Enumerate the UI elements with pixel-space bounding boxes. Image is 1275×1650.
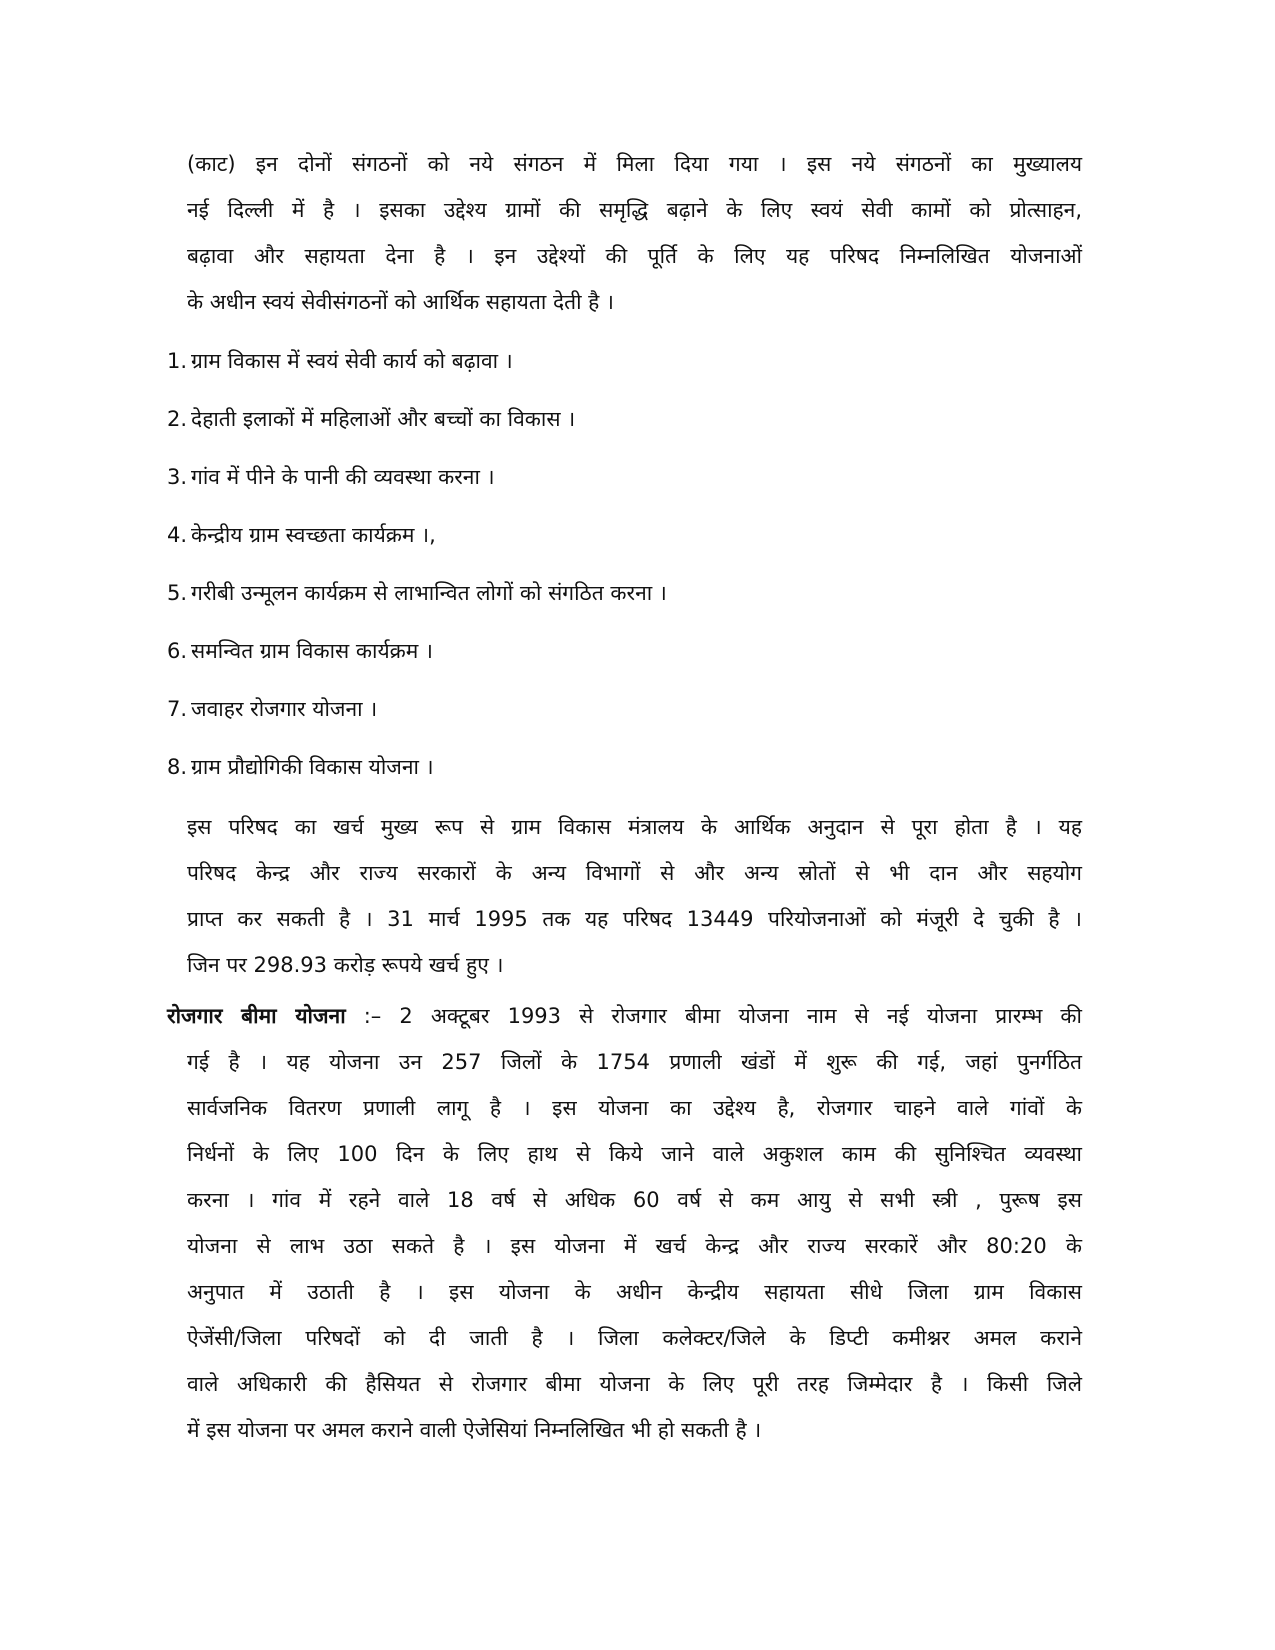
list-item-text: ग्राम प्रौद्योगिकी विकास योजना । — [191, 755, 434, 779]
list-item — [167, 454, 667, 512]
list-item — [167, 686, 667, 744]
list-item-number: 3. — [167, 465, 188, 489]
list-item-text: समन्वित ग्राम विकास कार्यक्रम । — [191, 639, 433, 663]
scheme-line: सार्वजनिक वितरण प्रणाली लागू है । इस योजना का उद्देश्य है, रोजगार चाहने वाले गांवों के — [187, 1096, 1082, 1120]
list-item-number: 1. — [167, 349, 188, 373]
scheme-list — [167, 338, 667, 802]
list-item-text: जवाहर रोजगार योजना । — [191, 697, 378, 721]
scheme-line: करना । गांव में रहने वाले 18 वर्ष से अधिक 60 वर्ष से कम आयु से सभी स्त्री , पुरूष इस — [187, 1188, 1082, 1212]
funding-line: जिन पर 298.93 करोड़ रूपये खर्च हुए । — [187, 953, 504, 977]
scheme-line: ऐजेंसी/जिला परिषदों को दी जाती है । जिला कलेक्टर/जिले के डिप्टी कमीश्नर अमल कराने — [187, 1326, 1082, 1350]
list-item — [167, 570, 667, 628]
list-item-number: 8. — [167, 755, 188, 779]
list-item — [167, 512, 667, 570]
intro-line: के अधीन स्वयं सेवीसंगठनों को आर्थिक सहायता देती है । — [187, 290, 614, 314]
intro-line: (काट) इन दोनों संगठनों को नये संगठन में मिला दिया गया । इस नये संगठनों का मुख्यालय — [187, 152, 1082, 176]
funding-paragraph — [187, 804, 1082, 988]
list-item-number: 5. — [167, 581, 188, 605]
scheme-line: में इस योजना पर अमल कराने वाली ऐजेसियां निम्नलिखित भी हो सकती है । — [187, 1418, 762, 1442]
funding-line: प्राप्त कर सकती है । 31 मार्च 1995 तक यह परिषद 13449 परियोजनाओं को मंजूरी दे चुकी है । — [187, 907, 1082, 931]
intro-paragraph — [187, 141, 1082, 325]
list-item-number: 2. — [167, 407, 188, 431]
list-item-number: 7. — [167, 697, 188, 721]
intro-line: नई दिल्ली में है । इसका उद्देश्य ग्रामों की समृद्धि बढ़ाने के लिए स्वयं सेवी कामों को प्रोत्साहन, — [187, 198, 1082, 222]
scheme-line: गई है । यह योजना उन 257 जिलों के 1754 प्रणाली खंडों में शुरू की गई, जहां पुनर्गठित — [187, 1050, 1082, 1074]
list-item — [167, 338, 667, 396]
list-item-number: 4. — [167, 523, 188, 547]
scheme-line: वाले अधिकारी की हैसियत से रोजगार बीमा योजना के लिए पूरी तरह जिम्मेदार है । किसी जिले — [187, 1372, 1082, 1396]
list-item-text: गरीबी उन्मूलन कार्यक्रम से लाभान्वित लोगों को संगठित करना । — [191, 581, 667, 605]
list-item-number: 6. — [167, 639, 188, 663]
list-item — [167, 744, 667, 802]
list-item — [167, 396, 667, 454]
list-item — [167, 628, 667, 686]
intro-line: बढ़ावा और सहायता देना है । इन उद्देश्यों की पूर्ति के लिए यह परिषद निम्नलिखित योजनाओं — [187, 244, 1082, 268]
list-item-text: केन्द्रीय ग्राम स्वच्छता कार्यक्रम ।, — [191, 523, 436, 547]
funding-line: परिषद केन्द्र और राज्य सरकारों के अन्य विभागों से और अन्य स्रोतों से भी दान और सहयोग — [187, 861, 1082, 885]
scheme-first-line — [167, 993, 1082, 1039]
scheme-line: निर्धनों के लिए 100 दिन के लिए हाथ से किये जाने वाले अकुशल काम की सुनिश्चित व्यवस्था — [187, 1142, 1082, 1166]
scheme-heading: रोजगार बीमा योजना — [167, 1004, 346, 1028]
list-item-text: ग्राम विकास में स्वयं सेवी कार्य को बढ़ावा । — [191, 349, 513, 373]
scheme-line: योजना से लाभ उठा सकते है । इस योजना में खर्च केन्द्र और राज्य सरकारें और 80:20 के — [187, 1234, 1082, 1258]
list-item-text: गांव में पीने के पानी की व्यवस्था करना । — [191, 465, 495, 489]
funding-line: इस परिषद का खर्च मुख्य रूप से ग्राम विकास मंत्रालय के आर्थिक अनुदान से पूरा होता है । यह — [187, 815, 1082, 839]
scheme-line: अनुपात में उठाती है । इस योजना के अधीन केन्द्रीय सहायता सीधे जिला ग्राम विकास — [187, 1280, 1082, 1304]
list-item-text: देहाती इलाकों में महिलाओं और बच्चों का विकास । — [191, 407, 576, 431]
employment-insurance-paragraph — [167, 993, 1082, 1453]
scheme-first-line-text: :– 2 अक्टूबर 1993 से रोजगार बीमा योजना नाम से नई योजना प्रारम्भ की — [363, 1004, 1082, 1028]
